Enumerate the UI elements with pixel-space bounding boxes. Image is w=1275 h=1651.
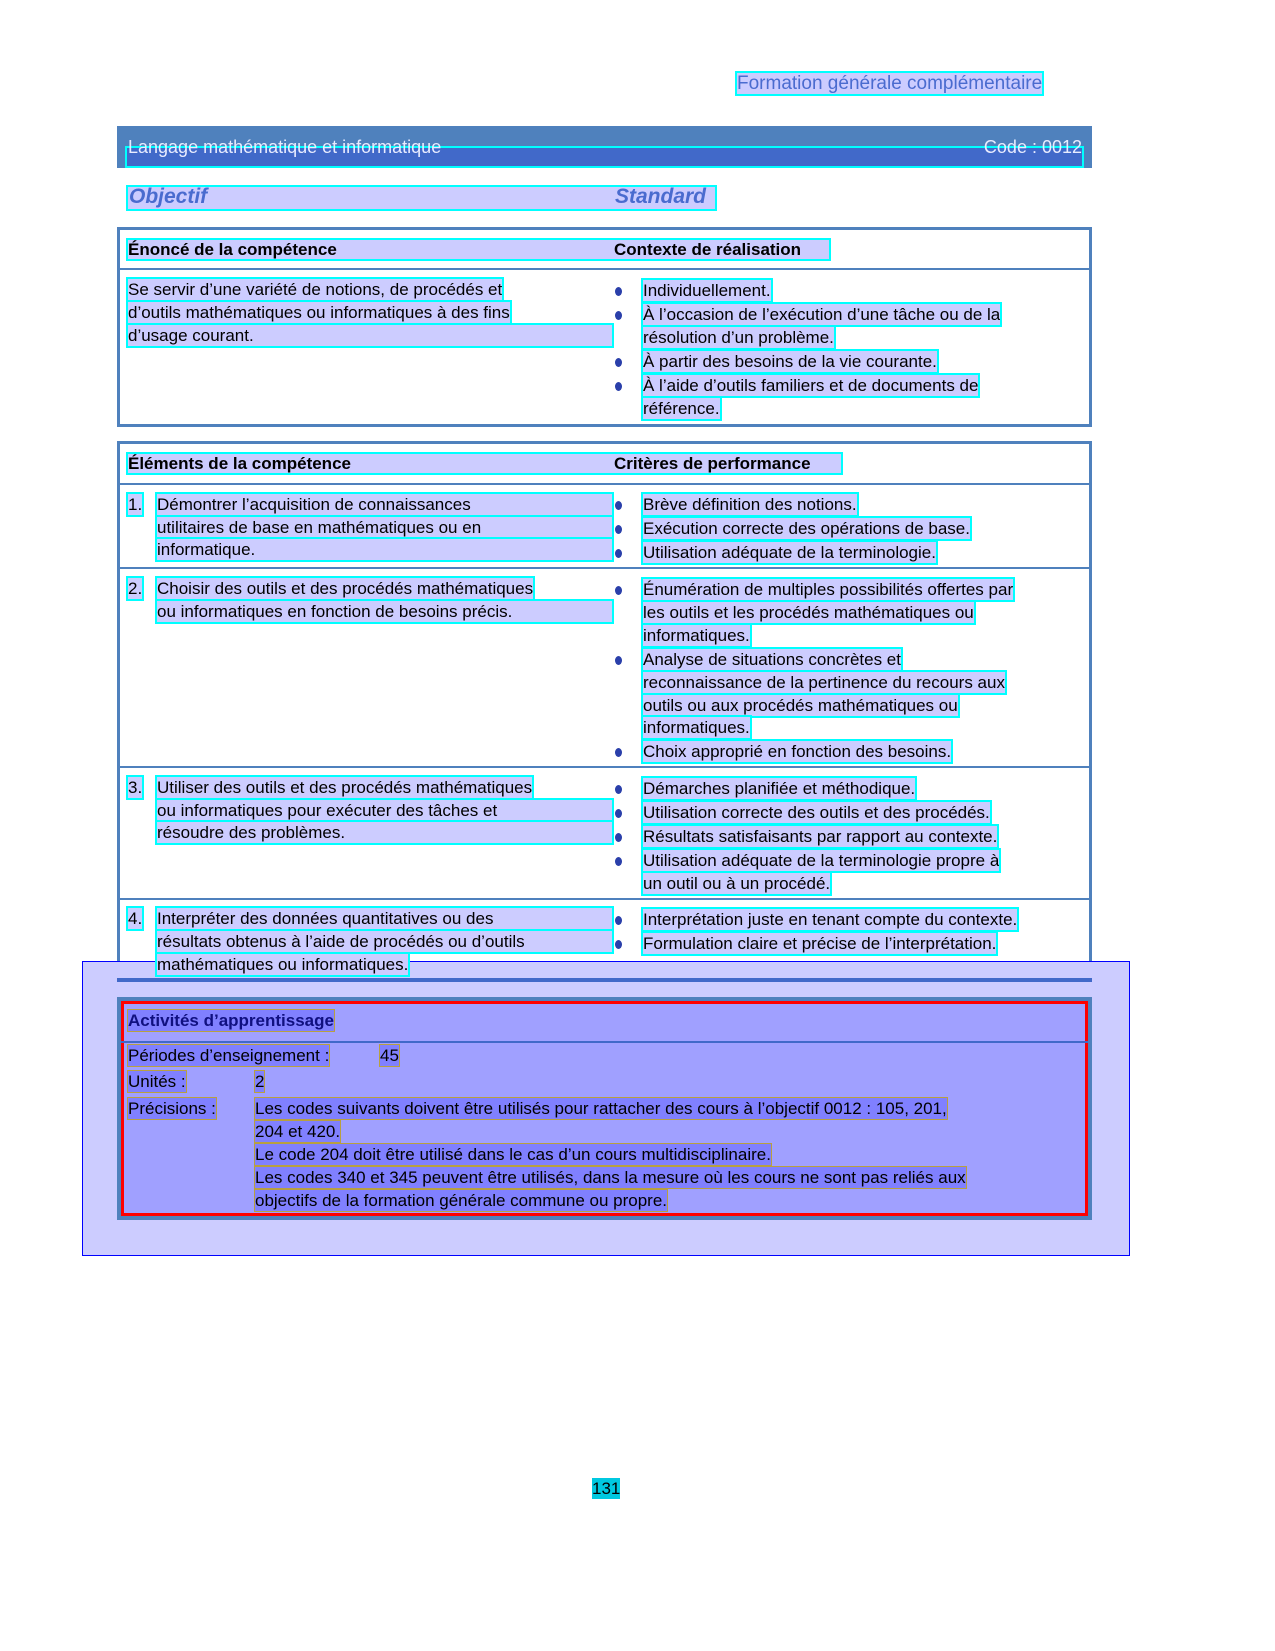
precision-line: Les codes 340 et 345 peuvent être utilisés, dans la mesure où les cours ne sont pas reliés aux [255,1168,966,1187]
col-enonce: Énoncé de la compétence [128,240,337,259]
units-value: 2 [255,1072,265,1091]
enonce-line: d’outils mathématiques ou informatiques à des fins [128,303,510,322]
criterion: Démarches planifiée et méthodique. [643,779,916,798]
criterion: les outils et les procédés mathématiques ou [643,603,974,622]
objectif-label: Objectif [129,185,208,208]
criterion: Analyse de situations concrètes et [643,650,901,669]
criterion: Utilisation correcte des outils et des procédés. [643,803,990,822]
activities-title: Activités d’apprentissage [128,1011,334,1030]
page-number: 131 [592,1479,621,1498]
course-title: Langage mathématique et informatique [128,137,442,157]
periods-value: 45 [380,1046,399,1065]
criterion: Résultats satisfaisants par rapport au contexte. [643,827,998,846]
enonce-line: d’usage courant. [128,325,612,346]
bullet-icon [615,857,622,866]
col-elements: Éléments de la compétence [128,454,351,473]
context-item: Individuellement. [643,281,771,300]
bullet-icon [615,833,622,842]
bullet-icon [615,358,622,367]
course-code: Code : 0012 [983,137,1082,157]
precision-line: Le code 204 doit être utilisé dans le cas d’un cours multidisciplinaire. [255,1145,771,1164]
periods-label: Périodes d’enseignement : [128,1046,330,1065]
bullet-icon [615,785,622,794]
section-title: Formation générale complémentaire [737,73,1043,94]
criterion: Formulation claire et précise de l’interprétation. [643,934,997,953]
element-number: 4. [128,909,143,928]
col-contexte: Contexte de réalisation [614,240,802,259]
bullet-icon [615,287,622,296]
criterion: reconnaissance de la pertinence du recours aux [643,673,1005,692]
bullet-icon [615,501,622,510]
element-line: informatique. [157,539,612,560]
bullet-icon [615,656,622,665]
precision-line: objectifs de la formation générale commune ou propre. [255,1191,668,1210]
course-header-bar [117,126,1092,168]
element-line: Démontrer l’acquisition de connaissances [157,494,612,515]
criterion: Choix approprié en fonction des besoins. [643,742,952,761]
precision-line: Les codes suivants doivent être utilisés pour rattacher des cours à l’objectif 0012 : 105, 201, [255,1099,947,1118]
enonce-line: Se servir d’une variété de notions, de procédés et [128,280,503,299]
element-line: Interpréter des données quantitatives ou des [157,908,612,929]
bullet-icon [615,586,622,595]
bullet-icon [615,382,622,391]
standard-label: Standard [615,185,707,208]
element-number: 3. [128,778,143,797]
element-line: mathématiques ou informatiques. [157,955,409,974]
context-item: résolution d’un problème. [643,328,834,347]
element-line: résultats obtenus à l’aide de procédés ou d’outils [157,931,612,952]
element-line: ou informatiques en fonction de besoins précis. [157,601,612,622]
criterion: informatiques. [643,718,750,737]
context-item: À l’aide d’outils familiers et de documents de [643,376,979,395]
context-item: référence. [643,399,720,418]
element-number: 2. [128,579,143,598]
bullet-icon [615,940,622,949]
criterion: outils ou aux procédés mathématiques ou [643,696,958,715]
element-line: Choisir des outils et des procédés mathématiques [157,579,534,598]
bullet-icon [615,525,622,534]
criterion: Utilisation adéquate de la terminologie propre à [643,851,1000,870]
bullet-icon [615,916,622,925]
element-line: Utiliser des outils et des procédés mathématiques [157,778,533,797]
col-criteres: Critères de performance [614,454,811,473]
context-item: À l’occasion de l’exécution d’une tâche ou de la [643,305,1001,324]
element-line: résoudre des problèmes. [157,822,612,843]
precisions-label: Précisions : [128,1099,216,1118]
criterion: Utilisation adéquate de la terminologie. [643,543,936,562]
bullet-icon [615,549,622,558]
element-line: ou informatiques pour exécuter des tâches et [157,800,612,821]
criterion: informatiques. [643,626,750,645]
bullet-icon [615,748,622,757]
bullet-icon [615,809,622,818]
element-number: 1. [128,495,143,514]
precision-line: 204 et 420. [255,1122,341,1141]
bullet-icon [615,311,622,320]
context-item: À partir des besoins de la vie courante. [643,352,937,371]
criterion: Exécution correcte des opérations de base. [643,519,970,538]
criterion: Interprétation juste en tenant compte du contexte. [643,910,1018,929]
element-line: utilitaires de base en mathématiques ou en [157,517,612,538]
criterion: Brève définition des notions. [643,495,857,514]
criterion: un outil ou à un procédé. [643,874,831,893]
criterion: Énumération de multiples possibilités offertes par [643,580,1014,599]
units-label: Unités : [128,1072,186,1091]
